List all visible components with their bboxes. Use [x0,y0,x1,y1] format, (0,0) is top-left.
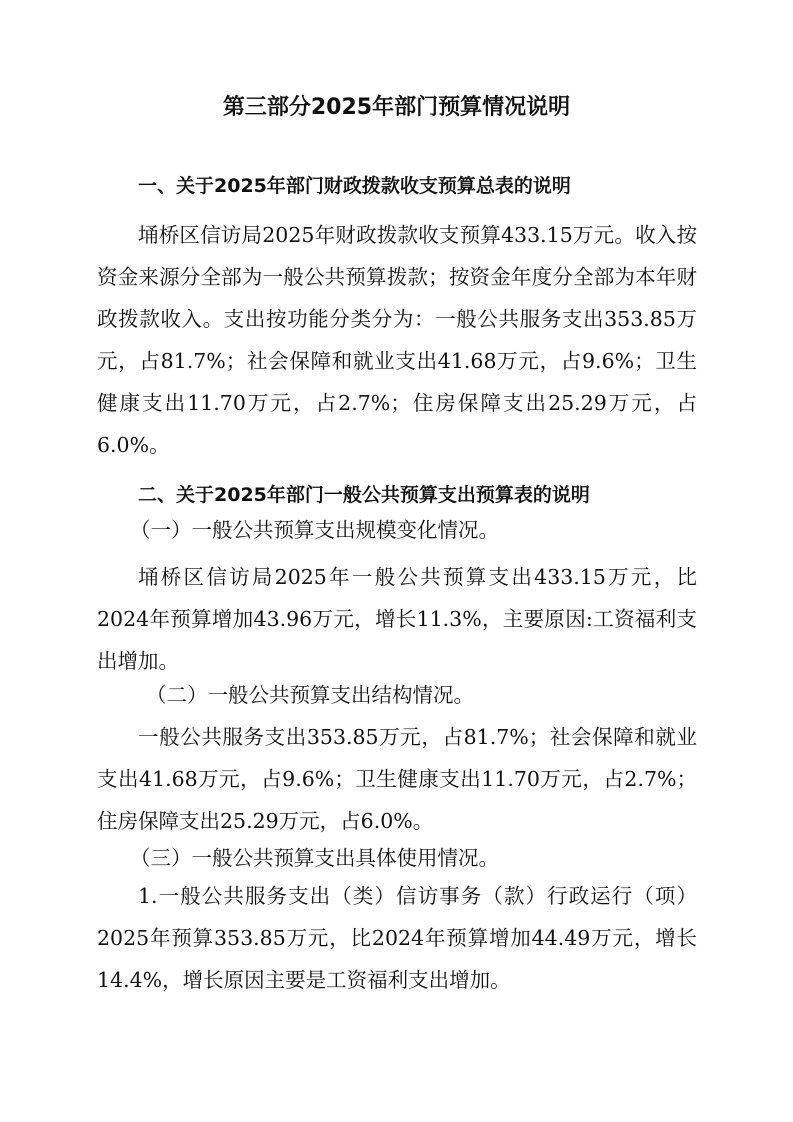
subsection-heading-2: （二）一般公共预算支出结构情况。 [146,683,474,707]
section2-paragraph-2: 一般公共服务支出353.85万元，占81.7%；社会保障和就业支出41.68万元，占9.6%；卫生健康支出11.70万元，占2.7%；住房保障支出25.29万元，占6.0%。 [97,725,697,833]
section-heading-1: 一、关于2025年部门财政拨款收支预算总表的说明 [138,175,571,197]
section2-paragraph-3: 1.一般公共服务支出（类）信访事务（款）行政运行（项）2025年预算353.85万元，比2024年预算增加44.49万元，增长14.4%，增长原因主要是工资福利支出增加。 [97,884,697,992]
subsection-heading-1: （一）一般公共预算支出规模变化情况。 [130,518,499,542]
section-heading-2: 二、关于2025年部门一般公共预算支出预算表的说明 [138,484,590,506]
section2-paragraph-1: 埇桥区信访局2025年一般公共预算支出433.15万元，比2024年预算增加43.96万元，增长11.3%，主要原因:工资福利支出增加。 [97,565,697,673]
section1-paragraph: 埇桥区信访局2025年财政拨款收支预算433.15万元。收入按资金来源分全部为一般公共预算拨款；按资金年度分全部为本年财政拨款收入。支出按功能分类分为：一般公共服务支出353.85万元，占81.7%；社会保障和就业支出41.68万元，占9.6%；卫生健康支出11.70万元，占2.7%；住房保障支出25.29万元，占6.0%。 [97,223,697,457]
subsection-heading-3: （三）一般公共预算支出具体使用情况。 [130,846,499,870]
page-title: 第三部分2025年部门预算情况说明 [222,95,571,120]
